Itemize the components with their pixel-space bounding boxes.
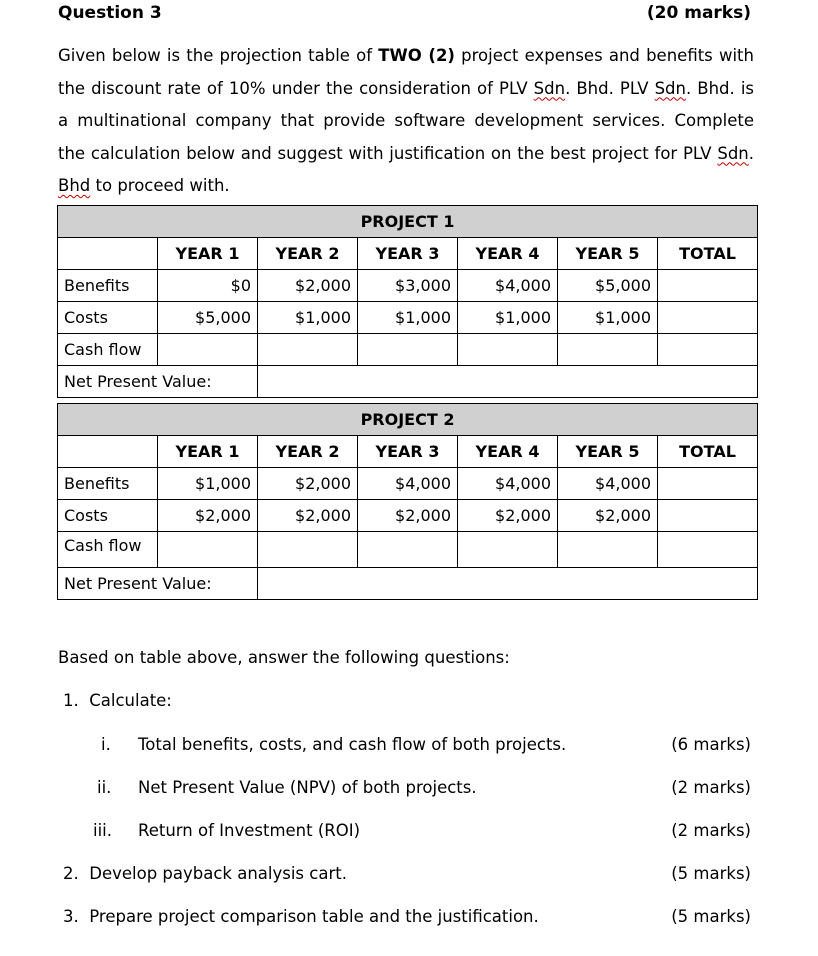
table-cell: $1,000: [558, 302, 658, 334]
table-cell: $0: [158, 270, 258, 302]
table-cell: $1,000: [158, 468, 258, 500]
empty-cell: [658, 500, 758, 532]
year-header: YEAR 4: [458, 436, 558, 468]
npv-row: [58, 366, 758, 398]
table-cell: $2,000: [458, 500, 558, 532]
question-1: 1. Calculate:: [63, 691, 172, 710]
table-row: [58, 436, 758, 468]
table-cell: $3,000: [358, 270, 458, 302]
question-intro: Given below is the projection table of TWO (2) project expenses and benefits with the discount rate of 10% under the consideration of PLV Sdn. Bhd. PLV Sdn. Bhd. is a multinational company that provide software development services. Complete the calculation below and suggest with justification on the best project for PLV Sdn. Bhd to proceed with.: [58, 46, 754, 195]
question-1-i-marks: (6 marks): [671, 735, 751, 754]
year-header: YEAR 3: [358, 436, 458, 468]
question-1-i-text: Total benefits, costs, and cash flow of both projects.: [138, 735, 567, 754]
empty-cell: [358, 532, 458, 568]
question-1-iii-marks: (2 marks): [671, 821, 751, 840]
total-marks: (20 marks): [646, 3, 751, 23]
table-cell: $5,000: [158, 302, 258, 334]
project2-title: PROJECT 2: [58, 404, 758, 436]
table-cell: $2,000: [558, 500, 658, 532]
questions-intro: Based on table above, answer the following questions:: [58, 648, 510, 667]
empty-cell: [558, 334, 658, 366]
table-cell: $2,000: [258, 468, 358, 500]
table-cell: $1,000: [258, 302, 358, 334]
question-3-marks: (5 marks): [671, 907, 751, 926]
empty-cell: [158, 532, 258, 568]
row-label: Benefits: [58, 468, 158, 500]
benefits-row: [58, 468, 758, 500]
empty-cell: [658, 270, 758, 302]
question-3: 3. Prepare project comparison table and the justification.: [63, 907, 539, 926]
year-header: YEAR 2: [258, 436, 358, 468]
table-cell: $2,000: [258, 500, 358, 532]
row-label: Cash flow: [58, 532, 158, 568]
year-header: YEAR 1: [158, 238, 258, 270]
table-cell: $2,000: [258, 270, 358, 302]
total-header: TOTAL: [658, 436, 758, 468]
npv-label: Net Present Value:: [58, 568, 258, 600]
row-label: Cash flow: [58, 334, 158, 366]
year-header: YEAR 1: [158, 436, 258, 468]
row-label: Benefits: [58, 270, 158, 302]
project1-title: PROJECT 1: [58, 206, 758, 238]
year-header: YEAR 2: [258, 238, 358, 270]
question-1-ii-text: Net Present Value (NPV) of both projects.: [138, 778, 477, 797]
costs-row: [58, 302, 758, 334]
project2-table: [57, 403, 758, 600]
question-2-marks: (5 marks): [671, 864, 751, 883]
empty-cell: [658, 302, 758, 334]
total-header: TOTAL: [658, 238, 758, 270]
table-cell: $4,000: [358, 468, 458, 500]
empty-cell: [458, 334, 558, 366]
row-label: Costs: [58, 302, 158, 334]
year-header: YEAR 5: [558, 436, 658, 468]
year-header: YEAR 3: [358, 238, 458, 270]
table-cell: $5,000: [558, 270, 658, 302]
table-cell: $1,000: [358, 302, 458, 334]
empty-cell: [658, 532, 758, 568]
table-cell: $2,000: [158, 500, 258, 532]
npv-row: [58, 568, 758, 600]
question-1-i-num: i.: [101, 735, 111, 754]
question-1-iii-text: Return of Investment (ROI): [138, 821, 361, 840]
empty-cell: [558, 532, 658, 568]
year-header: YEAR 5: [558, 238, 658, 270]
question-2: 2. Develop payback analysis cart.: [63, 864, 347, 883]
table-row: [58, 238, 758, 270]
npv-label: Net Present Value:: [58, 366, 258, 398]
empty-cell: [258, 334, 358, 366]
empty-cell: [658, 468, 758, 500]
table-cell: $4,000: [558, 468, 658, 500]
question-1-ii-num: ii.: [97, 778, 112, 797]
question-1-iii-num: iii.: [93, 821, 112, 840]
empty-cell: [158, 334, 258, 366]
project1-table: [57, 205, 758, 398]
question-title: Question 3: [58, 3, 162, 23]
table-cell: $1,000: [458, 302, 558, 334]
costs-row: [58, 500, 758, 532]
npv-value-cell: [258, 568, 758, 600]
table-cell: $4,000: [458, 270, 558, 302]
question-1-ii-marks: (2 marks): [671, 778, 751, 797]
empty-cell: [258, 532, 358, 568]
table-cell: $2,000: [358, 500, 458, 532]
cashflow-row: [58, 334, 758, 366]
npv-value-cell: [258, 366, 758, 398]
empty-cell: [658, 334, 758, 366]
benefits-row: [58, 270, 758, 302]
table-cell: $4,000: [458, 468, 558, 500]
row-label: Costs: [58, 500, 158, 532]
year-header: YEAR 4: [458, 238, 558, 270]
cashflow-row: [58, 532, 758, 568]
empty-cell: [358, 334, 458, 366]
empty-cell: [458, 532, 558, 568]
